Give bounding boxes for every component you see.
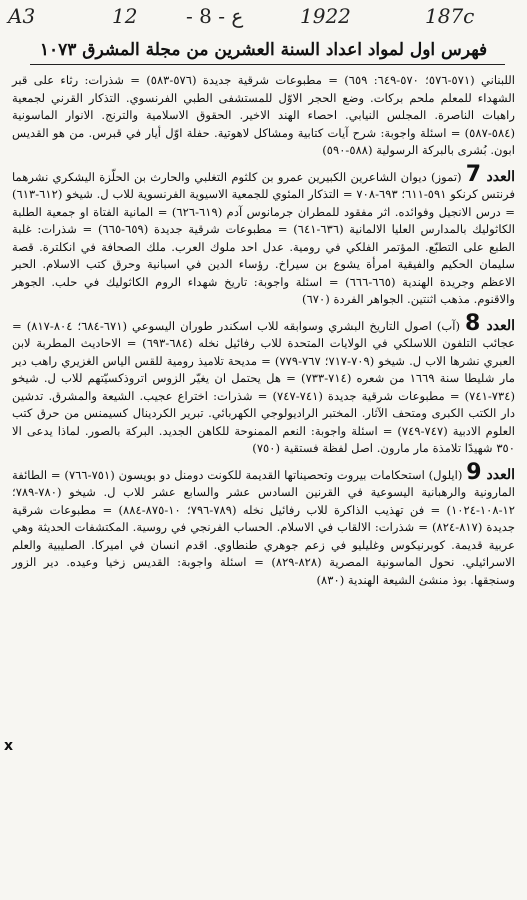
section-text: (آب) اصول التاريخ البشري وسوابقه للاب اسكندر طوران اليسوعي (٦٧١-٦٨٤؛ ٨٠٤-٨١٧) = عجائب التلفون اللاسلكي في الولايات المتحدة للاب رفائيل نخله (٦٨٤-٦٩٣) = الاحاديث المطربة لابن العبري نشرها الاب ل. شيخو (٧٠٩-٧١٧؛ ٧٦٧-٧٧٩) = مديحة تلاميذ رومية للقس الياس الغزيري راهب دير مار شليطا سنة ١٦٦٩ من شعره (٧١٤-٧٣٣) = هل يحتمل ان يغيّر الزوس اتروذكسيّتهم للاب ل. شيخو (٧٣٤-٧٤١) = مطبوعات شرقية جديدة (٧٤١-٧٤٧) = شذرات: اختراع عجيب. الشيعة والمشرق. تدشين دار الكتب الكبرى ومتحف الآثار. المختبر الراديولوجي الكهربائي. تبرير الكردينال كسيمنس من حرق كتب العلوم الادبية (٧٤٧-٧٤٩) = اسئلة واجوبة: النعم الممنوحة للكاهن الجديد. البركة بالصور. لماذا يدعى الا ٣٥٠ شهيدًا تلامذة مار مارون. اصل لفظة فستقية (٧٥٠) <box>12 318 516 455</box>
section-text: اللبناني (٥٧١-٥٧٦؛ ٥٧٠-٦٤٩: ٦٥٩) = مطبوعات شرقية جديدة (٥٧٦-٥٨٣) = شذرات: رثاء على قبر الشهداء للمعلم ملحم بركات. وضع الحجر الاوّل للمستشفى الطبي الفرنسوي. التذكار القرني لجمعية راهبات الناصرة. المجلس النيابي. احصاء الهند الاخير. الحقوق الاسلامية والترنج. الانوار الماسونية (٥٨٤-٥٨٧) = اسئلة واجوبة: شرح آيات كتابية ومشاكل لاهوتية. حفلة اوّل أيار في قبرس. من هو القديس ابون. بُشرى بالبركة الرسولية (٥٨٨-٥٩٠) <box>12 73 515 157</box>
section-issue-9 <box>12 459 516 590</box>
page-title: فهرس اول لمواد اعداد السنة العشرين من مجلة المشرق ١٠٧٣ <box>39 40 488 60</box>
issue-label: العدد 8 <box>465 310 516 336</box>
section-text: (ايلول) استحكامات بيروت وتحصيناتها القديمة للكونت دومنل دو بويسون (٧٥١-٧٦٦) = الطائفة المارونية والرهبانية اليسوعية في القرنين السادس عشر والسابع عشر للاب ل. شيخو (٧٨٠-٧٨٩؛ ١٢-١٠٨-١٠٢٤) = فن تهذيب الذاكرة للاب رفائيل نخله (٧٨٩-٧٩٦؛ ١٠-٨٧٥-٨٨٤) = مطبوعات شرقية جديدة (٨١٧-٨٢٤) = شذرات: الالقاب في الاسلام. الحساب الفرنجي في روسية. المكتشفات الحديثة وهي عربية قديمة. كوبرنيكوس وغليليو في زعم جوهري طنطاوي. اقدم انسان في اميركا. الصليبية والعلم الاسرائيلي. نحول الماسونية المصرية (٨٢٨-٨٢٩) = اسئلة واجوبة: القديس زخيا وعيده. دير الزور وسنجقها. بوذ منشئ الشيعة الهندية (٨٣٠) <box>12 467 515 587</box>
margin-mark: x <box>4 738 14 754</box>
section-continuation <box>12 72 515 160</box>
handwritten-left: 12 <box>112 4 138 28</box>
index-body <box>12 72 515 595</box>
section-issue-8 <box>12 310 516 458</box>
header-rule <box>30 64 505 65</box>
section-issue-7 <box>12 161 516 309</box>
issue-label: العدد 9 <box>466 459 516 485</box>
handwritten-center: 1922 <box>300 4 351 28</box>
handwritten-middle: - 8 - ع <box>186 4 244 28</box>
section-text: (تموز) ديوان الشاعرين الكبيرين عمرو بن كلثوم التغلبي والحارث بن الحلّزة اليشكري نشرهما فرنتس كرنكو ٥٩١-٦١١؛ ٦٩٣-٧٠٨ = التذكار المئوي للجمعية الاسيوية الفرنسوية للاب ل. شيخو (٦١٢-٦١٣) = درس الانجيل وفوائده. اثر مفقود للمطران جرمانوس آدم (٦١٩-٦٢٦) = المانية الفتاة او جمعية الطلبة الكاثوليك بالمدارس العليا الالمانية (٦٣٦-٦٤١) = مطبوعات شرقية جديدة (٦٥٩-٦٦٥) = شذرات: غلبة الطبع على التطبّع. المؤتمر الفلكي في رومية. عدل احد ملوك العرب. ملك الصحافة في انكلترة. قصة سليمان الحكيم والفيقية امرأة يشوع بن سيراخ. رؤساء الدين في اسبانية وحرق كتب الاسلام. الحبر الاعظم وجريدة الهندية (٦٦٥-٦٦٦) = اسئلة واجوبة: تاريخ شهداء الروم الكاثوليك في حلب. الجوهر والاقنوم. مذهب اثنتين. الجواهر الفردة (٦٧٠) <box>12 169 516 306</box>
issue-label: العدد 7 <box>465 161 516 187</box>
handwritten-far-left: A3 <box>8 4 36 28</box>
handwritten-right: 187c <box>425 4 475 28</box>
